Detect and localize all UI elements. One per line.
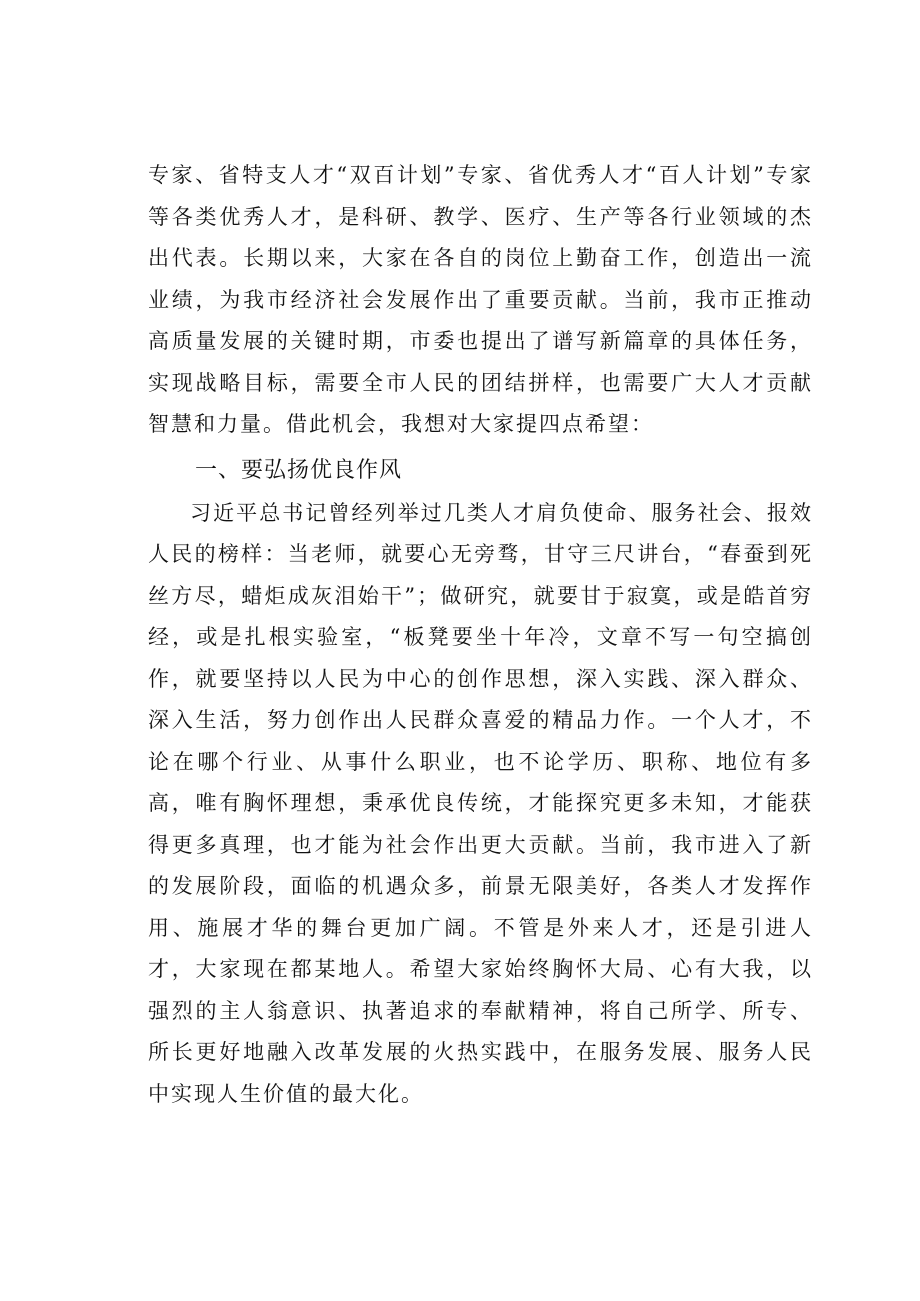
section-heading-1: 一、要弘扬优良作风: [195, 457, 403, 483]
body-paragraph-1: 专家、省特支人才“双百计划”专家、省优秀人才“百人计划”专家等各类优秀人才，是科研、教学、医疗、生产等各行业领域的杰出代表。长期以来，大家在各自的岗位上勤奋工作，创造出一流业绩，为我市经济社会发展作出了重要贡献。当前，我市正推动高质量发展的关键时期，市委也提出了谱写新篇章的具体任务，实现战略目标，需要全市人民的团结拼样，也需要广大人才贡献智慧和力量。借此机会，我想对大家提四点希望：: [148, 163, 813, 436]
body-paragraph-2: 习近平总书记曾经列举过几类人才肩负使命、服务社会、报效人民的榜样：当老师，就要心无旁骛，甘守三尺讲台，“春蚕到死丝方尽，蜡炬成灰泪始干”；做研究，就要甘于寂寞，或是皓首穷经，或是扎根实验室，“板凳要坐十年冷，文章不写一句空搞创作，就要坚持以人民为中心的创作思想，深入实践、深入群众、深入生活，努力创作出人民群众喜爱的精品力作。一个人才，不论在哪个行业、从事什么职业，也不论学历、职称、地位有多高，唯有胸怀理想，秉承优良传统，才能探究更多未知，才能获得更多真理，也才能为社会作出更大贡献。当前，我市进入了新的发展阶段，面临的机遇众多，前景无限美好，各类人才发挥作用、施展才华的舞台更加广阔。不管是外来人才，还是引进人才，大家现在都某地人。希望大家始终胸怀大局、心有大我，以强烈的主人翁意识、执著追求的奉献精神，将自己所学、所专、所长更好地融入改革发展的火热实践中，在服务发展、服务人民中实现人生价值的最大化。: [148, 500, 813, 1106]
document-body: [148, 155, 813, 1115]
